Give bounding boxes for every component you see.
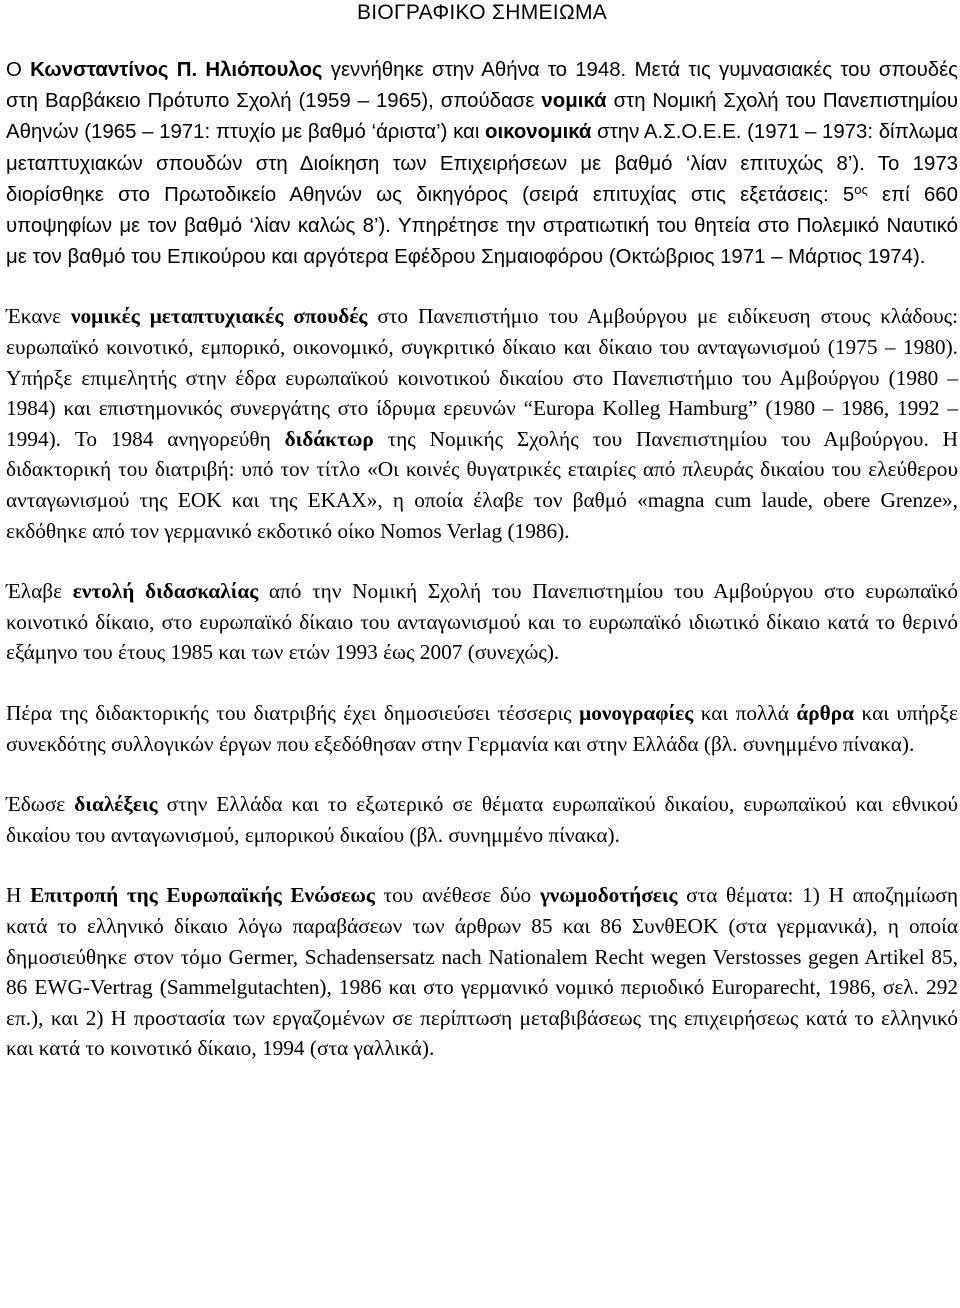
commission-highlight: Επιτροπή της Ευρωπαϊκής Ενώσεως bbox=[30, 883, 375, 908]
teaching-highlight: εντολή διδασκαλίας bbox=[72, 579, 259, 604]
text: και υπήρξε συνεκδότης συλλογικών έργων που εξεδόθησαν στην Γερμανία και στην Ελλάδα (βλ. συνημμένο πίνακα). bbox=[6, 700, 958, 756]
text: στο Πανεπιστήμιο του Αμβούργου με ειδίκευση στους κλάδους: ευρωπαϊκό κοινοτικό, εμπορικό, οικονομικό, συγκριτικό δίκαιο και δίκαιο του ανταγωνισμού (1975 – 1980). Υπήρξε επιμελητής στην έδρα ευρωπαϊκού κοινοτικού δικαίου στο Πανεπιστήμιο του Αμβούργου (1980 – 1984) και επιστημονικός συνεργάτης στο ίδρυμα ερευνών “Europa Kolleg Hamburg” (1980 – 1986, 1992 – 1994). Το 1984 ανηγορεύθη bbox=[6, 304, 958, 451]
text: Πέρα της διδακτορικής του διατριβής έχει δημοσιεύσει τέσσερις bbox=[6, 700, 580, 725]
paragraph-lectures bbox=[6, 789, 958, 850]
text: και πολλά bbox=[693, 700, 797, 725]
economics-highlight: οικονομικά bbox=[485, 121, 592, 144]
monographs-highlight: μονογραφίες bbox=[579, 700, 694, 725]
lectures-highlight: διαλέξεις bbox=[74, 792, 158, 817]
text: στα θέματα: 1) Η αποζημίωση κατά το ελληνικό δίκαιο λόγω παραβάσεων των άρθρων 85 και 86 ΣυνθΕΟΚ (στα γερμανικά), η οποία δημοσιεύθηκε στον τόμο Germer, Schadensersatz nach Nationalem Recht wegen Verstosses gegen Artikel 85, 86 EWG-Vertrag (Sammelgutachten), 1986 και στο γερμανικό νομικό περιοδικό Europarecht, 1986, σελ. 292 επ.), και 2) Η προστασία των εργαζομένων σε περίπτωση μεταβιβάσεως της επιχειρήσεως κατά το ελληνικό και κατά το κοινοτικό δίκαιο, 1994 (στα γαλλικά). bbox=[6, 883, 958, 1061]
paragraph-early-life-education bbox=[6, 55, 958, 273]
text: στην Ελλάδα και το εξωτερικό σε θέματα ευρωπαϊκού δικαίου, ευρωπαϊκού και εθνικού δικαίου του ανταγωνισμού, εμπορικού δικαίου (βλ. συνημμένο πίνακα). bbox=[6, 792, 958, 847]
text: του ανέθεσε δύο bbox=[374, 883, 540, 908]
name-highlight: Κωνσταντίνος Π. Ηλιόπουλος bbox=[30, 59, 323, 81]
paragraph-legal-opinions bbox=[6, 880, 958, 1064]
text: Η bbox=[6, 883, 31, 908]
paragraph-teaching bbox=[6, 576, 958, 668]
text: στη Νομική Σχολή του Πανεπιστημίου Αθηνών (1965 – 1971: πτυχίο με βαθμό ‘άριστα’) και bbox=[6, 90, 959, 144]
opinions-highlight: γνωμοδοτήσεις bbox=[539, 883, 678, 908]
text: επί 660 υποψηφίων με τον βαθμό ‘λίαν καλώς 8’). Υπηρέτησε την στρατιωτική του θητεία στο Πολεμικό Ναυτικό με τον βαθμό του Επικούρου και αργότερα Εφέδρου Σημαιοφόρου (Οκτώβριος 1971 – Μάρτιος 1974). bbox=[6, 183, 958, 269]
text: Έκανε bbox=[6, 304, 72, 329]
articles-highlight: άρθρα bbox=[796, 700, 855, 725]
text: στην Α.Σ.Ο.Ε.Ε. (1971 – 1973: δίπλωμα μεταπτυχιακών σπουδών στη Διοίκηση των Επιχειρήσεων με βαθμό ‘λίαν επιτυχώς 8’). Το 1973 διορίσθηκε στο Πρωτοδικείο Αθηνών ως δικηγόρος (σειρά επιτυχίας στις εξετάσεις: 5 bbox=[6, 121, 958, 206]
doctorate-highlight: διδάκτωρ bbox=[284, 426, 374, 451]
postgraduate-highlight: νομικές μεταπτυχιακές σπουδές bbox=[71, 304, 368, 329]
text: από την Νομική Σχολή του Πανεπιστημίου του Αμβούργου στο ευρωπαϊκό κοινοτικό δίκαιο, στο ευρωπαϊκό δίκαιο του ανταγωνισμού και το ευρωπαϊκό ιδιωτικό δίκαιο κατά το θερινό εξάμηνο του έτους 1985 και των ετών 1993 έως 2007 (συνεχώς). bbox=[6, 579, 959, 665]
text: γεννήθηκε στην Αθήνα το 1948. Μετά τις γυμνασιακές του σπουδές στη Βαρβάκειο Πρότυπο Σχολή (1959 – 1965), σπούδασε bbox=[6, 59, 959, 113]
text: Έλαβε bbox=[6, 579, 73, 604]
document-title: ΒΙΟΓΡΑΦΙΚΟ ΣΗΜΕΙΩΜΑ bbox=[356, 1, 608, 24]
paragraph-postgraduate-studies bbox=[6, 301, 958, 546]
text: της Νομικής Σχολής του Πανεπιστημίου του Αμβούργου. Η διδακτορική του διατριβή: υπό τον τίτλο «Οι κοινές θυγατρικές εταιρίες από πλευράς δικαίου του ελεύθερου ανταγωνισμού της ΕΟΚ και της ΕΚΑΧ», η οποία έλαβε τον βαθμό «magna cum laude, obere Grenze», εκδόθηκε από τον γερμανικό εκδοτικό οίκο Nomos Verlag (1986). bbox=[6, 426, 959, 543]
law-highlight: νομικά bbox=[541, 90, 607, 113]
text: Ο bbox=[6, 59, 31, 81]
text: Έδωσε bbox=[6, 792, 75, 817]
ordinal-superscript: ος bbox=[854, 181, 868, 197]
paragraph-publications bbox=[6, 698, 958, 759]
document-page bbox=[6, 0, 958, 1064]
